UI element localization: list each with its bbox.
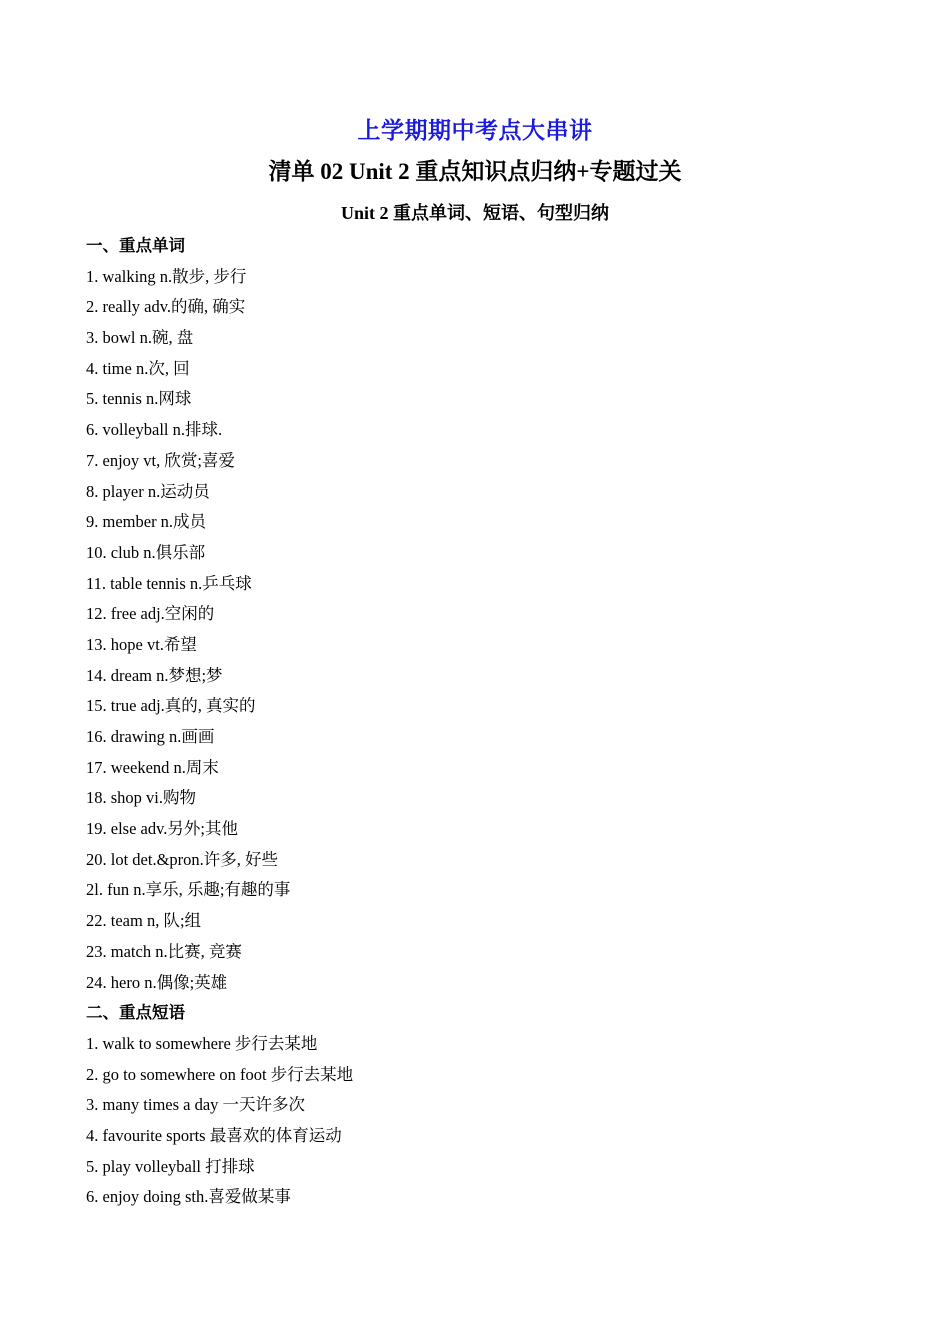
list-item: 16. drawing n.画画 [86, 727, 215, 746]
list-item: 2. really adv.的确, 确实 [86, 297, 246, 317]
main-title: 清单 02 Unit 2 重点知识点归纳+专题过关 [268, 159, 682, 184]
list-item: 15. true adj.真的, 真实的 [86, 696, 256, 716]
list-item: 5. play volleyball 打排球 [86, 1156, 255, 1176]
list-item: 18. shop vi.购物 [86, 788, 197, 808]
list-item: 1. walk to somewhere 步行去某地 [86, 1033, 318, 1053]
list-item: 3. bowl n.碗, 盘 [86, 328, 194, 348]
list-item: 17. weekend n.周末 [86, 757, 219, 777]
list-item: 4. time n.次, 回 [86, 358, 190, 378]
section-key-phrases [86, 998, 886, 1213]
list-item: 6. volleyball n.排球. [86, 420, 223, 440]
list-item: 7. enjoy vt, 欣赏;喜爱 [86, 450, 235, 470]
list-item: 10. club n.俱乐部 [86, 542, 206, 562]
section-key-words [86, 231, 886, 998]
list-item: 6. enjoy doing sth.喜爱做某事 [86, 1187, 291, 1207]
list-item: 5. tennis n.网球 [86, 389, 192, 409]
list-item: 12. free adj.空闲的 [86, 604, 215, 624]
document-body [86, 231, 886, 1213]
list-item: 2l. fun n.享乐, 乐趣;有趣的事 [86, 880, 291, 900]
section-heading: 一、重点单词 [86, 236, 185, 255]
list-item: 23. match n.比赛, 竞赛 [86, 941, 242, 961]
list-item: 2. go to somewhere on foot 步行去某地 [86, 1064, 354, 1084]
list-item: 3. many times a day 一天许多次 [86, 1095, 306, 1115]
section-heading: 二、重点短语 [86, 1003, 185, 1023]
series-title: 上学期期中考点大串讲 [357, 118, 593, 143]
list-item: 22. team n, 队;组 [86, 911, 202, 931]
list-item: 24. hero n.偶像;英雄 [86, 972, 228, 992]
list-item: 14. dream n.梦想;梦 [86, 665, 223, 685]
list-item: 13. hope vt.希望 [86, 634, 197, 654]
list-item: 11. table tennis n.乒乓球 [86, 573, 252, 593]
list-item: 4. favourite sports 最喜欢的体育运动 [86, 1125, 342, 1145]
list-item: 8. player n.运动员 [86, 481, 210, 501]
list-item: 9. member n.成员 [86, 512, 207, 532]
list-item: 1. walking n.散步, 步行 [86, 266, 247, 286]
list-item: 20. lot det.&pron.许多, 好些 [86, 849, 279, 869]
list-item: 19. else adv.另外;其他 [86, 819, 238, 839]
subtitle: Unit 2 重点单词、短语、句型归纳 [340, 203, 609, 223]
